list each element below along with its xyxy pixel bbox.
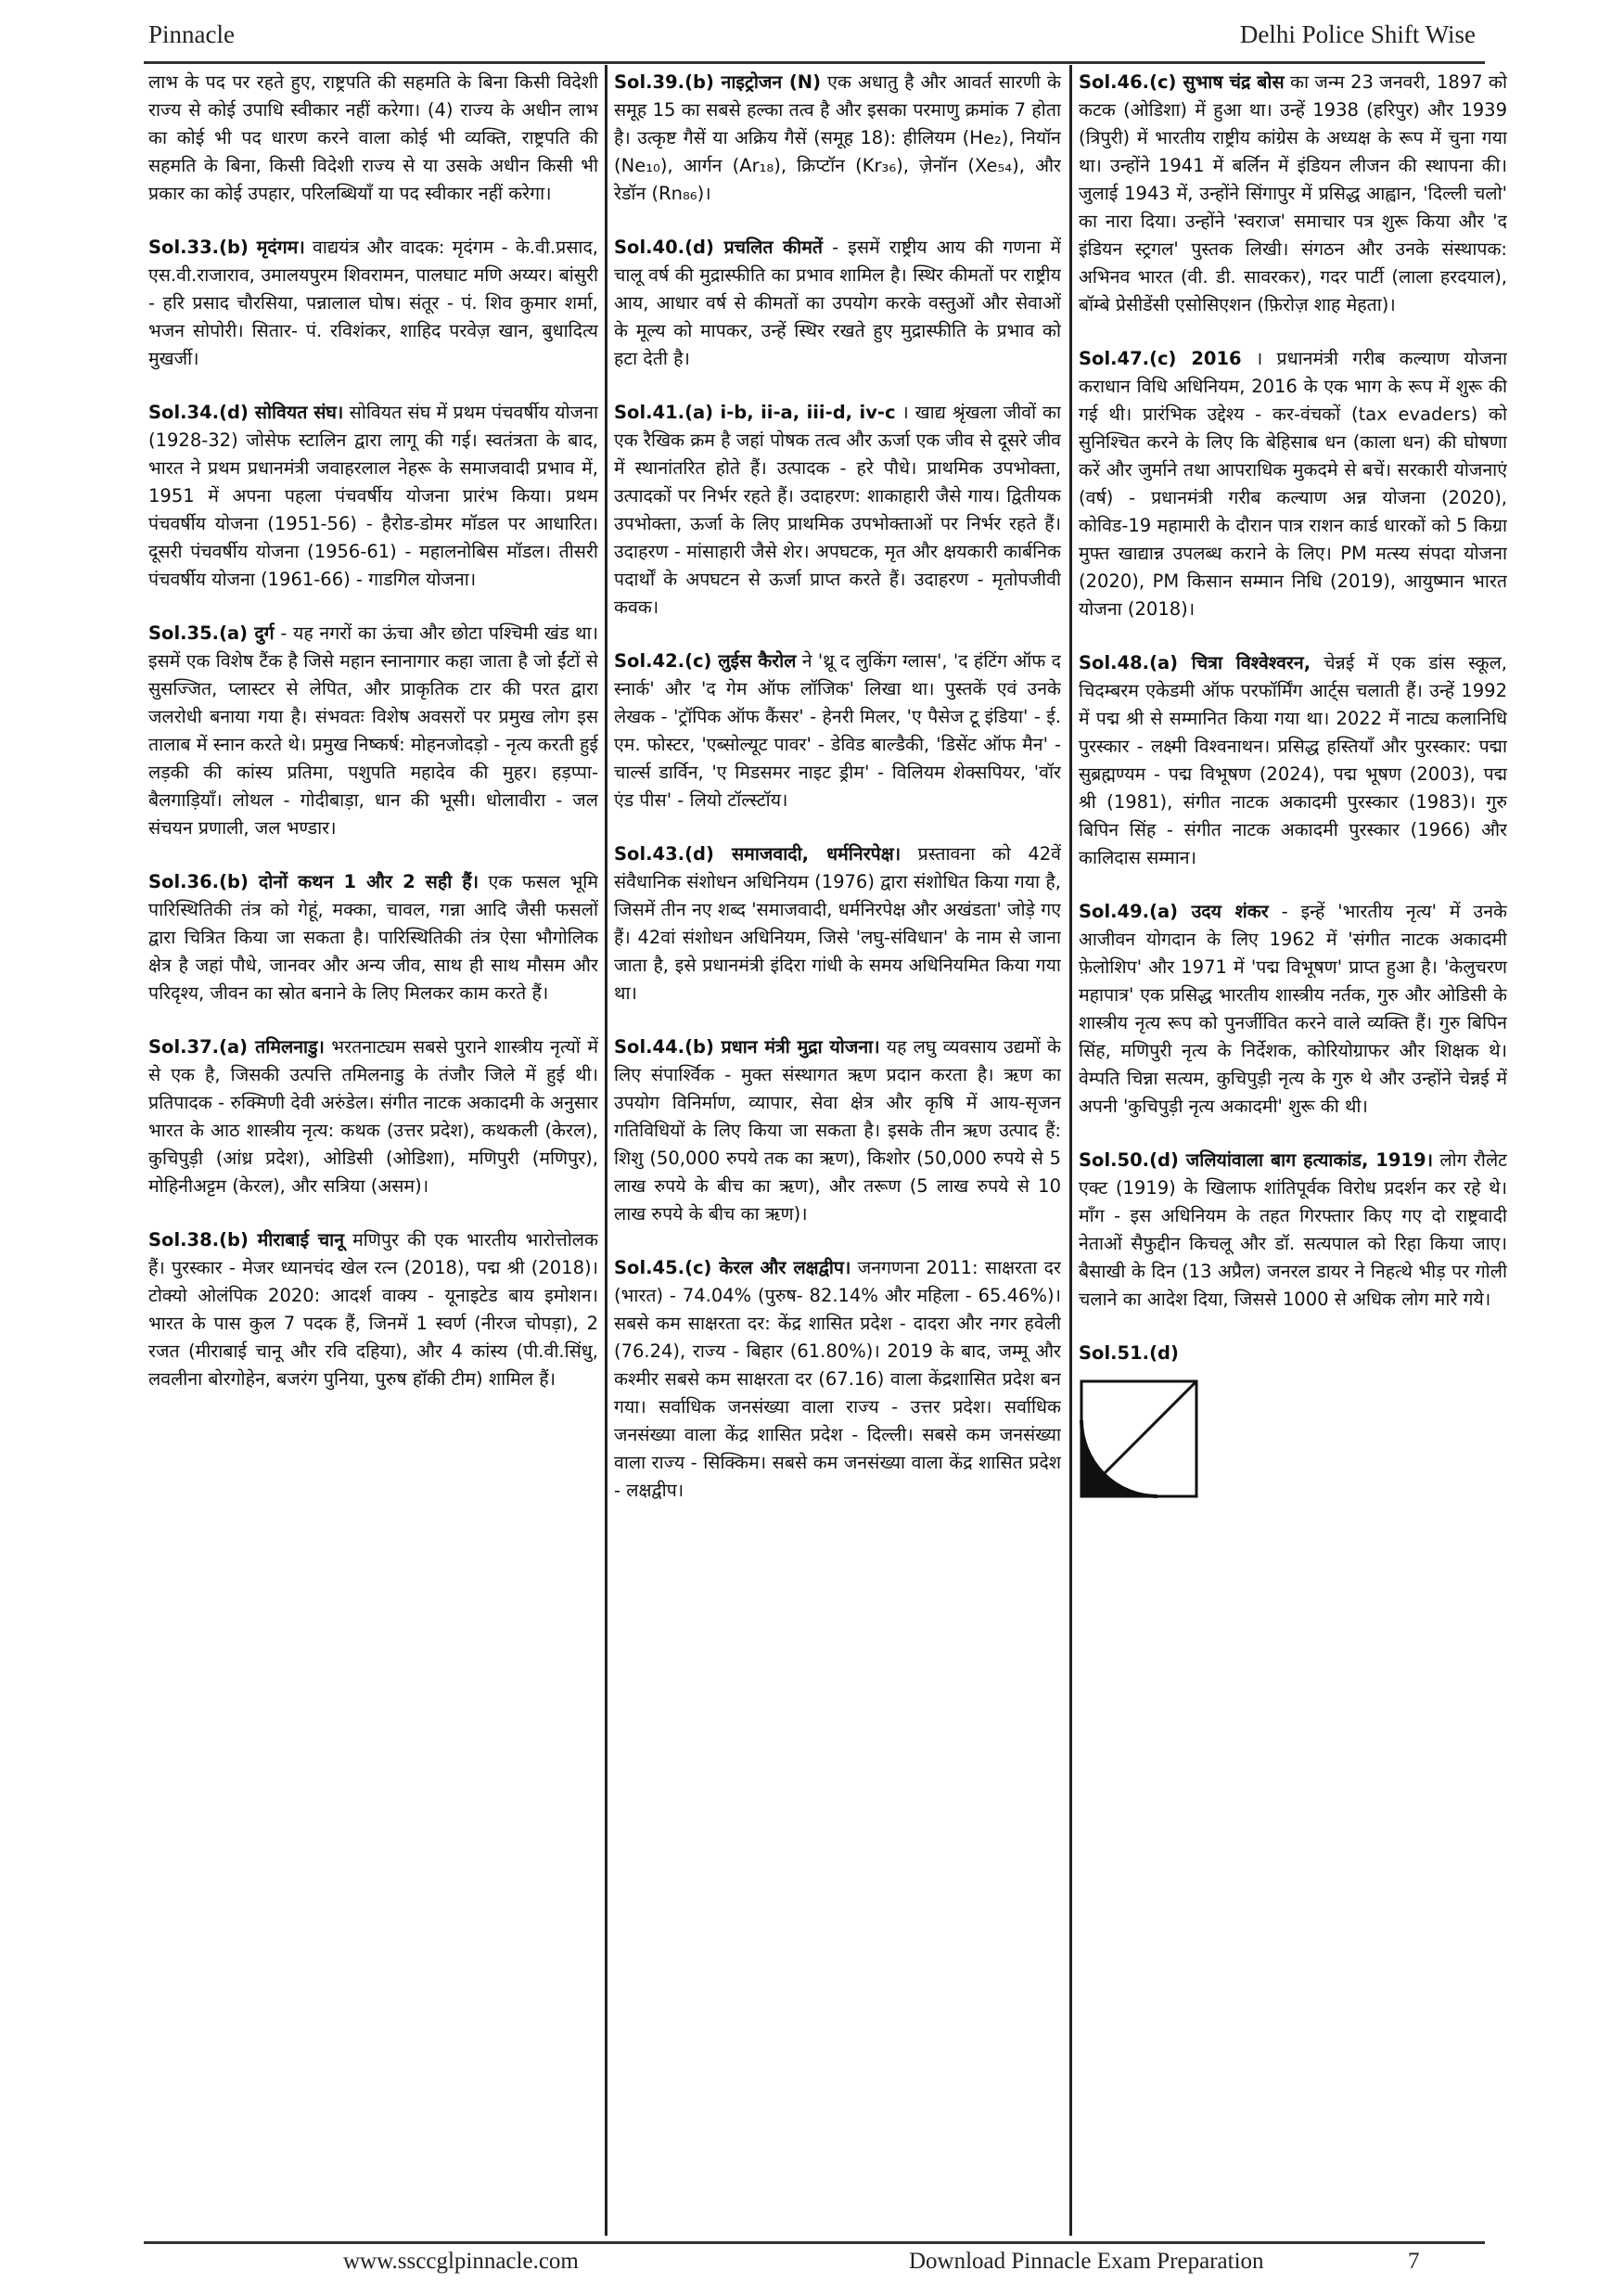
solution-text: भरतनाट्यम सबसे पुराने शास्त्रीय नृत्यों में से एक है, जिसकी उत्पत्ति तमिलनाडु के तंजौर जिले में हुई थी। प्रतिपादक - रुक्मिणी देवी अरुंडेल। संगीत नाटक अकादमी के अनुसार भारत के आठ शास्त्रीय नृत्य: कथक (उत्तर प्रदेश), कथकली (केरल), कुचिपुड़ी (आंध्र प्रदेश), ओडिसी (ओडिशा), मणिपुरी (मणिपुर), मोहिनीअट्टम (केरल), और सत्रिया (असम)। <box>148 1036 598 1197</box>
solution-text: - इसमें राष्ट्रीय आय की गणना में चालू वर्ष की मुद्रास्फीति का प्रभाव शामिल है। स्थिर कीमतों पर राष्ट्रीय आय, आधार वर्ष से कीमतों का उपयोग करके वस्तुओं और सेवाओं के मूल्य को मापकर, उन्हें स्थिर रखते हुए मुद्रास्फीति के प्रभाव को हटा देती है। <box>614 237 1061 369</box>
solution-47 <box>1079 345 1507 623</box>
column-3 <box>1079 69 1507 2230</box>
header-brand: Pinnacle <box>148 20 235 48</box>
solution-text: चेन्नई में एक डांस स्कूल, चिदम्बरम एकेडमी ऑफ परफॉर्मिंग आर्ट्स चलाती हैं। उन्हें 1992 में पद्म श्री से सम्मानित किया गया था। 2022 में नाट्य कलानिधि पुरस्कार - लक्ष्मी विश्वनाथन। प्रसिद्ध हस्तियाँ और पुरस्कार: पद्मा सुब्रह्मण्यम - पद्म विभूषण (2024), पद्म भूषण (2003), पद्म श्री (1981), संगीत नाटक अकादमी पुरस्कार (1983)। गुरु बिपिन सिंह - संगीत नाटक अकादमी पुरस्कार (1966) और कालिदास सम्मान। <box>1079 652 1507 868</box>
solution-text: - इन्हें 'भारतीय नृत्य' में उनके आजीवन योगदान के लिए 1962 में 'संगीत नाटक अकादमी फ़ेलोशिप' और 1971 में 'पद्म विभूषण' प्राप्त हुआ है। 'केलुचरण महापात्र' एक प्रसिद्ध भारतीय शास्त्रीय नर्तक, गुरु और ओडिसी के शास्त्रीय नृत्य रूप को पुनर्जीवित करने वाले व्यक्ति हैं। गुरु बिपिन सिंह, मणिपुरी नृत्य के निर्देशक, कोरियोग्राफर और शिक्षक थे। वेम्पति चिन्ना सत्यम, कुचिपुड़ी नृत्य के गुरु थे और उन्होंने चेन्नई में अपनी 'कुचिपुड़ी नृत्य अकादमी' शुरू की थी। <box>1079 901 1507 1117</box>
figure-diagonal <box>1081 1381 1196 1496</box>
solution-heading: Sol.35.(a) दुर्ग <box>148 622 275 644</box>
solution-text: । खाद्य श्रृंखला जीवों का एक रैखिक क्रम है जहां पोषक तत्व और ऊर्जा एक जीव से दूसरे जीव में स्थानांतरित होते हैं। उत्पादक - हरे पौधे। प्राथमिक उपभोक्ता, उत्पादकों पर निर्भर रहते हैं। उदाहरण: शाकाहारी जैसे गाय। द्वितीयक उपभोक्ता, ऊर्जा के लिए प्राथमिक उपभोक्ताओं पर निर्भर रहते हैं। उदाहरण - मांसाहारी जैसे शेर। अपघटक, मृत और क्षयकारी कार्बनिक पदार्थों के अपघटन से ऊर्जा प्राप्त करते हैं। उदाहरण - मृतोपजीवी कवक। <box>614 402 1061 618</box>
column-1 <box>148 69 598 2230</box>
solution-heading: Sol.48.(a) चित्रा विश्वेश्वरन, <box>1079 652 1311 673</box>
solution-46 <box>1079 69 1507 319</box>
solution-heading: Sol.36.(b) दोनों कथन 1 और 2 सही हैं। <box>148 871 480 892</box>
solution-text: प्रस्तावना को 42वें संवैधानिक संशोधन अधिनियम (1976) द्वारा संशोधित किया गया है, जिसमें तीन नए शब्द 'समाजवादी, धर्मनिरपेक्ष और अखंडता' जोड़े गए हैं। 42वां संशोधन अधिनियम, जिसे 'लघु-संविधान' के नाम से जाना जाता है, इसे प्रधानमंत्री इंदिरा गांधी के समय अधिनियमित किया गया था। <box>614 843 1061 1004</box>
solution-heading: Sol.42.(c) लुईस कैरोल <box>614 650 797 672</box>
solution-heading: Sol.40.(d) प्रचलित कीमतें <box>614 237 823 258</box>
column-2 <box>614 69 1061 2230</box>
solution-heading: Sol.39.(b) नाइट्रोजन (N) <box>614 71 821 93</box>
solution-heading: Sol.45.(c) केरल और लक्षद्वीप। <box>614 1257 851 1278</box>
solution-34 <box>148 399 598 594</box>
answer-figure <box>1079 1379 1199 1499</box>
solution-text: एक फसल भूमि पारिस्थितिकी तंत्र को गेहूं, मक्का, चावल, गन्ना आदि जैसी फसलों द्वारा चित्रित किया जा सकता है। पारिस्थितिकी तंत्र ऐसा भौगोलिक क्षेत्र है जहां पौधे, जानवर और अन्य जीव, साथ ही साथ मौसम और परिदृश्य, जीवन का स्रोत बनाने के लिए मिलकर काम करते हैं। <box>148 871 598 1004</box>
solution-32-continued <box>148 69 598 208</box>
solution-44 <box>614 1033 1061 1228</box>
solution-heading: Sol.44.(b) प्रधान मंत्री मुद्रा योजना। <box>614 1036 880 1058</box>
solution-45 <box>614 1254 1061 1505</box>
solution-text: । प्रधानमंत्री गरीब कल्याण योजना कराधान विधि अधिनियम, 2016 के एक भाग के रूप में शुरू की गई थी। प्रारंभिक उद्देश्य - कर-वंचकों (tax evaders) को सुनिश्चित करने के लिए कि बेहिसाब धन (काला धन) की घोषणा करें और जुर्माने तथा आपराधिक मुकदमे से बचें। सरकारी योजनाएं (वर्ष) - प्रधानमंत्री गरीब कल्याण अन्न योजना (2020), कोविड-19 महामारी के दौरान पात्र राशन कार्ड धारकों को 5 किग्रा मुफ्त खाद्यान्न उपलब्ध कराने के लिए। PM मत्स्य संपदा योजना (2020), PM किसान सम्मान निधि (2019), आयुष्मान भारत योजना (2018)। <box>1079 348 1507 620</box>
solution-36 <box>148 868 598 1007</box>
solution-text: ने 'थ्रू द लुकिंग ग्लास', 'द हंटिंग ऑफ द स्नार्क' और 'द गेम ऑफ लॉजिक' लिखा था। पुस्तकें एवं उनके लेखक - 'ट्रॉपिक ऑफ कैंसर' - हेनरी मिलर, 'ए पैसेज टू इंडिया' - ई. एम. फोस्टर, 'एब्सोल्यूट पावर' - डेविड बाल्डैकी, 'डिसेंट ऑफ मैन' - चार्ल्स डार्विन, 'ए मिडसमर नाइट ड्रीम' - विलियम शेक्सपियर, 'वॉर एंड पीस' - लियो टॉल्स्टॉय। <box>614 650 1061 811</box>
solution-35 <box>148 620 598 842</box>
solution-33 <box>148 234 598 373</box>
solution-text: लोग रौलेट एक्ट (1919) के खिलाफ शांतिपूर्वक विरोध प्रदर्शन कर रहे थे। माँग - इस अधिनियम के तहत गिरफ्तार किए गए दो राष्ट्रवादी नेताओं सैफुद्दीन किचलू और डॉ. सत्यपाल को रिहा किया जाए। बैसाखी के दिन (13 अप्रैल) जनरल डायर ने निहत्थे भीड़ पर गोली चलाने का आदेश दिया, जिससे 1000 से अधिक लोग मारे गये। <box>1079 1149 1507 1310</box>
solution-text: मणिपुर की एक भारतीय भारोत्तोलक हैं। पुरस्कार - मेजर ध्यानचंद खेल रत्न (2018), पद्म श्री (2018)। टोक्यो ओलंपिक 2020: आदर्श वाक्य - यूनाइटेड बाय इमोशन। भारत के पास कुल 7 पदक हैं, जिनमें 1 स्वर्ण (नीरज चोपड़ा), 2 रजत (मीराबाई चानू और रवि दहिया), और 4 कांस्य (पी.वी.सिंधु, लवलीना बोरगोहेन, बजरंग पुनिया, पुरुष हॉकी टीम) शामिल हैं। <box>148 1229 598 1390</box>
solution-text: जनगणना 2011: साक्षरता दर (भारत) - 74.04% (पुरुष- 82.14% और महिला - 65.46%)। सबसे कम साक्षरता दर: केंद्र शासित प्रदेश - दादरा और नगर हवेली (76.24), राज्य - बिहार (61.80%)। 2019 के बाद, जम्मू और कश्मीर सबसे कम साक्षरता दर (67.16) वाला केंद्रशासित प्रदेश बन गया। सर्वाधिक जनसंख्या वाला राज्य - उत्तर प्रदेश। सर्वाधिक जनसंख्या वाला केंद्र शासित प्रदेश - दिल्ली। सबसे कम जनसंख्या वाला राज्य - सिक्किम। सबसे कम जनसंख्या वाला केंद्र शासित प्रदेश - लक्षद्वीप। <box>614 1257 1061 1501</box>
solution-text: एक अधातु है और आवर्त सारणी के समूह 15 का सबसे हल्का तत्व है और इसका परमाणु क्रमांक 7 होता है। उत्कृष्ट गैसें या अक्रिय गैसें (समूह 18): हीलियम (He₂), नियॉन (Ne₁₀), आर्गन (Ar₁₈), क्रिप्टॉन (Kr₃₆), ज़ेनॉन (Xe₅₄), और रेडॉन (Rn₈₆)। <box>614 71 1061 204</box>
solution-heading: Sol.34.(d) सोवियत संघ। <box>148 402 344 423</box>
solution-51 <box>1079 1340 1507 1367</box>
column-divider-2 <box>1069 65 1072 2236</box>
solution-text: - यह नगरों का ऊंचा और छोटा पश्चिमी खंड था। इसमें एक विशेष टैंक है जिसे महान स्नानागार कहा जाता है जो ईंटों से सुसज्जित, प्लास्टर से लेपित, और प्राकृतिक टार की परत द्वारा जलरोधी बनाया गया है। संभवतः विशेष अवसरों पर प्रमुख लोग इस तालाब में स्नान करते थे। प्रमुख निष्कर्ष: मोहनजोदड़ो - नृत्य करती हुई लड़की की कांस्य प्रतिमा, पशुपति महादेव की मुहर। हड़प्पा- बैलगाड़ियाँ। लोथल - गोदीबाड़ा, धान की भूसी। धोलावीरा - जल संचयन प्रणाली, जल भण्डार। <box>148 622 598 839</box>
footer-website-link[interactable]: www.ssccglpinnacle.com <box>343 2249 579 2274</box>
solution-heading: Sol.37.(a) तमिलनाडु। <box>148 1036 325 1058</box>
header-rule <box>144 61 1485 64</box>
solution-heading: Sol.49.(a) उदय शंकर <box>1079 901 1269 922</box>
footer-download-text: Download Pinnacle Exam Preparation <box>909 2249 1264 2274</box>
solution-41 <box>614 399 1061 622</box>
page-number: 7 <box>1408 2249 1420 2274</box>
solution-heading: Sol.46.(c) सुभाष चंद्र बोस <box>1079 71 1285 93</box>
footer-rule <box>144 2241 1485 2244</box>
solution-heading: Sol.50.(d) जलियांवाला बाग हत्याकांड, 1919। <box>1079 1149 1433 1171</box>
solution-heading: Sol.41.(a) i-b, ii-a, iii-d, iv-c <box>614 402 896 423</box>
solution-49 <box>1079 898 1507 1121</box>
solution-heading: Sol.47.(c) 2016 <box>1079 348 1242 369</box>
solution-text: का जन्म 23 जनवरी, 1897 को कटक (ओडिशा) में हुआ था। उन्हें 1938 (हरिपुर) और 1939 (त्रिपुरी) में भारतीय राष्ट्रीय कांग्रेस के अध्यक्ष के रूप में चुना गया था। उन्होंने 1941 में बर्लिन में इंडियन लीजन की स्थापना की। जुलाई 1943 में, उन्होंने सिंगापुर में प्रसिद्ध आह्वान, 'दिल्ली चलो' का नारा दिया। उन्होंने 'स्वराज' समाचार पत्र शुरू किया और 'द इंडियन स्ट्रगल' पुस्तक लिखी। संगठन और उनके संस्थापक: अभिनव भारत (वी. डी. सावरकर), गदर पार्टी (लाला हरदयाल), बॉम्बे प्रेसीडेंसी एसोसिएशन (फ़िरोज़ शाह मेहता)। <box>1079 71 1507 315</box>
solution-text: यह लघु व्यवसाय उद्यमों के लिए संपार्श्विक - मुक्त संस्थागत ऋण प्रदान करता है। ऋण का उपयोग विनिर्माण, व्यापार, सेवा क्षेत्र और कृषि में आय-सृजन गतिविधियों के लिए किया जा सकता है। इसके तीन ऋण उत्पाद हैं: शिशु (50,000 रुपये तक का ऋण), किशोर (50,000 रुपये से 5 लाख रुपये के बीच का ऋण), और तरूण (5 लाख रुपये से 10 लाख रुपये के बीच का ऋण)। <box>614 1036 1061 1225</box>
solution-heading: Sol.51.(d) <box>1079 1342 1179 1364</box>
solution-text: लाभ के पद पर रहते हुए, राष्ट्रपति की सहमति के बिना किसी विदेशी राज्य से कोई उपाधि स्वीकार नहीं करेगा। (4) राज्य के अधीन लाभ का कोई भी पद धारण करने वाला कोई भी व्यक्ति, राष्ट्रपति की सहमति के बिना, किसी विदेशी राज्य से या उसके अधीन किसी भी प्रकार का कोई उपहार, परिलब्धियाँ या पद स्वीकार नहीं करेगा। <box>148 71 598 204</box>
solution-38 <box>148 1226 598 1393</box>
solution-text: सोवियत संघ में प्रथम पंचवर्षीय योजना (1928-32) जोसेफ स्टालिन द्वारा लागू की गई। स्वतंत्रता के बाद, भारत ने प्रथम प्रधानमंत्री जवाहरलाल नेहरू के समाजवादी प्रभाव में, 1951 में अपना पहला पंचवर्षीय योजना प्रारंभ किया। प्रथम पंचवर्षीय योजना (1951-56) - हैरोड-डोमर मॉडल पर आधारित। दूसरी पंचवर्षीय योजना (1956-61) - महालनोबिस मॉडल। तीसरी पंचवर्षीय योजना (1961-66) - गाडगिल योजना। <box>148 402 598 590</box>
solution-heading: Sol.33.(b) मृदंगम। <box>148 237 305 258</box>
solution-42 <box>614 648 1061 815</box>
solution-40 <box>614 234 1061 373</box>
solution-39 <box>614 69 1061 208</box>
solution-43 <box>614 840 1061 1007</box>
solution-heading: Sol.38.(b) मीराबाई चानू <box>148 1229 345 1251</box>
column-divider-1 <box>605 65 607 2236</box>
solution-text: वाद्ययंत्र और वादक: मृदंगम - के.वी.प्रसाद, एस.वी.राजाराव, उमालयपुरम शिवरामन, पालघाट मणि अय्यर। बांसुरी - हरि प्रसाद चौरसिया, पन्नालाल घोष। संतूर - पं. शिव कुमार शर्मा, भजन सोपोरी। सितार- पं. रविशंकर, शाहिद परवेज़ खान, बुधादित्य मुखर्जी। <box>148 237 598 369</box>
solution-heading: Sol.43.(d) समाजवादी, धर्मनिरपेक्ष। <box>614 843 902 865</box>
solution-50 <box>1079 1147 1507 1314</box>
solution-37 <box>148 1033 598 1200</box>
header-series-title: Delhi Police Shift Wise <box>1239 20 1476 48</box>
solution-48 <box>1079 649 1507 872</box>
